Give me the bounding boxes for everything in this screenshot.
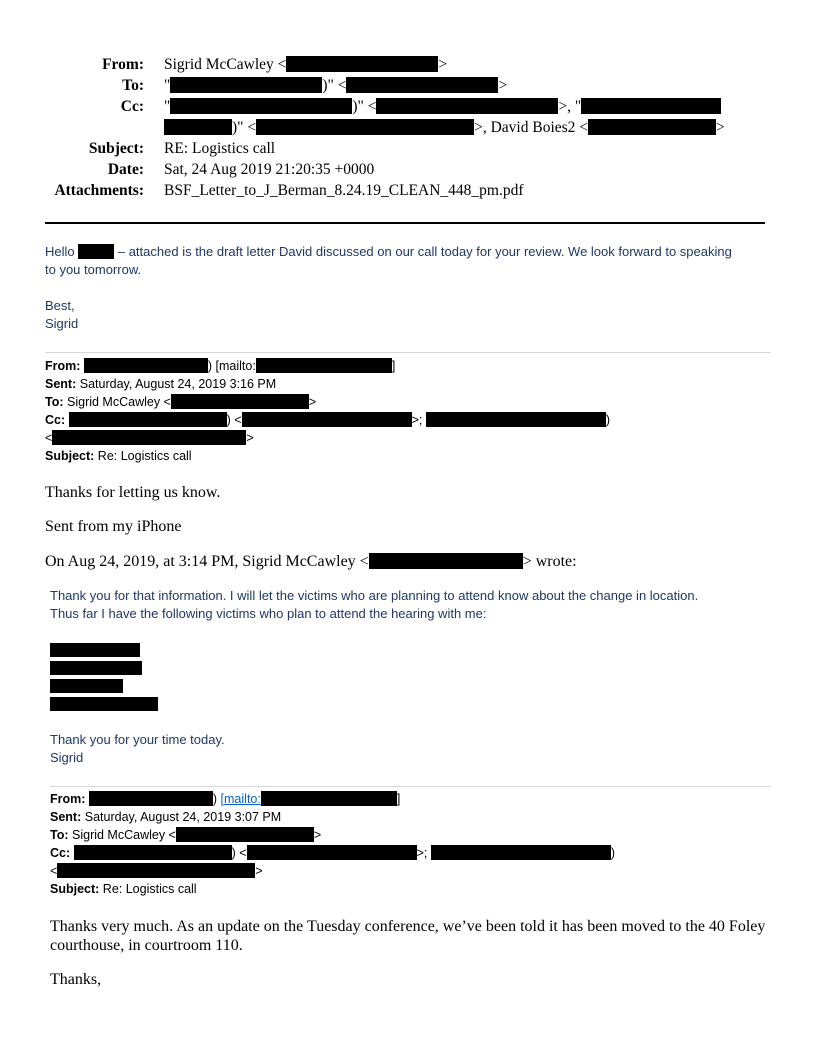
message-3-thanks: Thanks, (50, 971, 102, 988)
message-3-line-2: courthouse, in courtroom 110. (50, 937, 243, 954)
bracket: ) < (231, 846, 247, 860)
subject-label: Subject: (45, 449, 95, 463)
header-cc-row-2 (0, 117, 800, 138)
redacted-victim-name (50, 679, 123, 693)
date-label: Date: (107, 161, 144, 178)
from-label: From: (102, 56, 144, 73)
hello-text: Hello (45, 244, 75, 259)
cc-label: Cc: (50, 846, 71, 860)
redacted-victim-name (50, 643, 140, 657)
thanks-time: Thank you for your time today. (50, 732, 225, 747)
redaction (170, 98, 352, 114)
message-1-line-2: to you tomorrow. (45, 262, 142, 277)
email-header (0, 54, 800, 201)
date-value: Sat, 24 Aug 2019 21:20:35 +0000 (164, 161, 375, 178)
attachments-label: Attachments: (54, 182, 144, 199)
redaction (171, 394, 309, 409)
bracket: > (498, 77, 508, 94)
quote: " (164, 98, 171, 115)
redaction (247, 845, 417, 860)
header-subject-row (0, 138, 800, 159)
redaction (89, 791, 213, 806)
redaction (261, 791, 397, 806)
message-1-closing (45, 297, 78, 333)
attachment-filename[interactable]: BSF_Letter_to_J_Berman_8.24.19_CLEAN_448_pm.pdf (164, 182, 524, 199)
message-2-line-2: Thus far I have the following victims who plan to attend the hearing with me: (50, 606, 487, 621)
sent-label: Sent: (45, 377, 77, 391)
paren: ) (212, 792, 221, 806)
redaction (286, 56, 438, 72)
bracket: > (308, 395, 317, 409)
from-label: From: (50, 792, 86, 806)
bracket: < (45, 431, 53, 445)
divider (50, 786, 771, 787)
to-label: To: (50, 828, 69, 842)
bracket: > (438, 56, 448, 73)
message-1-line-1: – attached is the draft letter David discussed on our call today for your review. We look forward to speaking (114, 244, 732, 259)
bracket: ] (391, 359, 396, 373)
message-2-line-1: Thank you for that information. I will let the victims who are planning to attend know about the change in location. (50, 588, 699, 603)
from-label: From: (45, 359, 81, 373)
redaction (346, 77, 498, 93)
quote: " (164, 77, 171, 94)
subject-value: Re: Logistics call (97, 449, 192, 463)
sent-value: Saturday, August 24, 2019 3:07 PM (84, 810, 282, 824)
bracket: ] (396, 792, 401, 806)
separator: >; (411, 413, 423, 427)
separator: >; (416, 846, 428, 860)
header-divider (45, 222, 765, 224)
redaction (74, 845, 232, 860)
message-3-line-1: Thanks very much. As an update on the Tuesday conference, we’ve been told it has been moved to the 40 Foley (50, 918, 766, 935)
redaction (588, 119, 716, 135)
redaction (426, 412, 606, 427)
to-value: Sigrid McCawley < (72, 828, 176, 842)
bracket: > (246, 431, 254, 445)
redaction (376, 98, 558, 114)
bracket: > (313, 828, 322, 842)
on-date-wrote (45, 553, 577, 571)
david-boies-text: >, David Boies2 < (474, 119, 589, 136)
redaction (52, 430, 246, 445)
cc-label: Cc: (45, 413, 66, 427)
reply-thanks: Thanks for letting us know. (45, 484, 221, 501)
signature: Sigrid (45, 316, 79, 331)
mailto-link[interactable]: [mailto: (220, 792, 261, 806)
header-to-row (0, 75, 800, 96)
forward-header-2 (50, 790, 615, 898)
forward-header-1 (45, 357, 610, 465)
bracket: > (255, 864, 263, 878)
quote: )" < (322, 77, 347, 94)
redaction (176, 827, 314, 842)
closing-best: Best, (45, 298, 75, 313)
to-value: Sigrid McCawley < (67, 395, 171, 409)
header-attachments-row (0, 180, 800, 201)
bracket: > (716, 119, 725, 136)
sent-value: Saturday, August 24, 2019 3:16 PM (79, 377, 277, 391)
message-2-body (50, 587, 698, 623)
signature: Sigrid (50, 750, 84, 765)
redaction (69, 412, 227, 427)
from-name: Sigrid McCawley < (164, 56, 287, 73)
quote: >, " (558, 98, 582, 115)
bracket: ) < (226, 413, 242, 427)
sent-from-iphone: Sent from my iPhone (45, 518, 182, 535)
sent-label: Sent: (50, 810, 82, 824)
message-3-body (50, 917, 765, 955)
to-label: To: (122, 77, 144, 94)
redaction (164, 119, 232, 135)
cc-label: Cc: (120, 98, 144, 115)
redaction (256, 358, 392, 373)
redaction (84, 358, 208, 373)
header-date-row (0, 159, 800, 180)
message-2-closing (50, 731, 225, 767)
bracket: < (50, 864, 58, 878)
subject-label: Subject: (50, 882, 100, 896)
redaction (170, 77, 322, 93)
bracket: ) (605, 413, 611, 427)
redacted-victim-name (50, 661, 142, 675)
header-cc-row (0, 96, 800, 117)
redaction (431, 845, 611, 860)
message-1-body (45, 243, 732, 279)
quote: )" < (232, 119, 257, 136)
quote: )" < (352, 98, 377, 115)
redacted-victim-name (50, 697, 158, 711)
to-label: To: (45, 395, 64, 409)
subject-value: Re: Logistics call (102, 882, 197, 896)
subject-value: RE: Logistics call (164, 140, 276, 157)
redaction (581, 98, 721, 114)
redaction (242, 412, 412, 427)
wrote-text: > wrote: (522, 553, 577, 570)
on-line-start: On Aug 24, 2019, at 3:14 PM, Sigrid McCawley < (45, 553, 369, 570)
header-from-row (0, 54, 800, 75)
bracket: ) (610, 846, 616, 860)
redaction (256, 119, 474, 135)
subject-label: Subject: (88, 140, 144, 157)
divider (45, 352, 771, 353)
redaction (369, 553, 523, 569)
redaction (57, 863, 255, 878)
mailto-text: ) [mailto: (207, 359, 256, 373)
redaction (78, 244, 114, 259)
